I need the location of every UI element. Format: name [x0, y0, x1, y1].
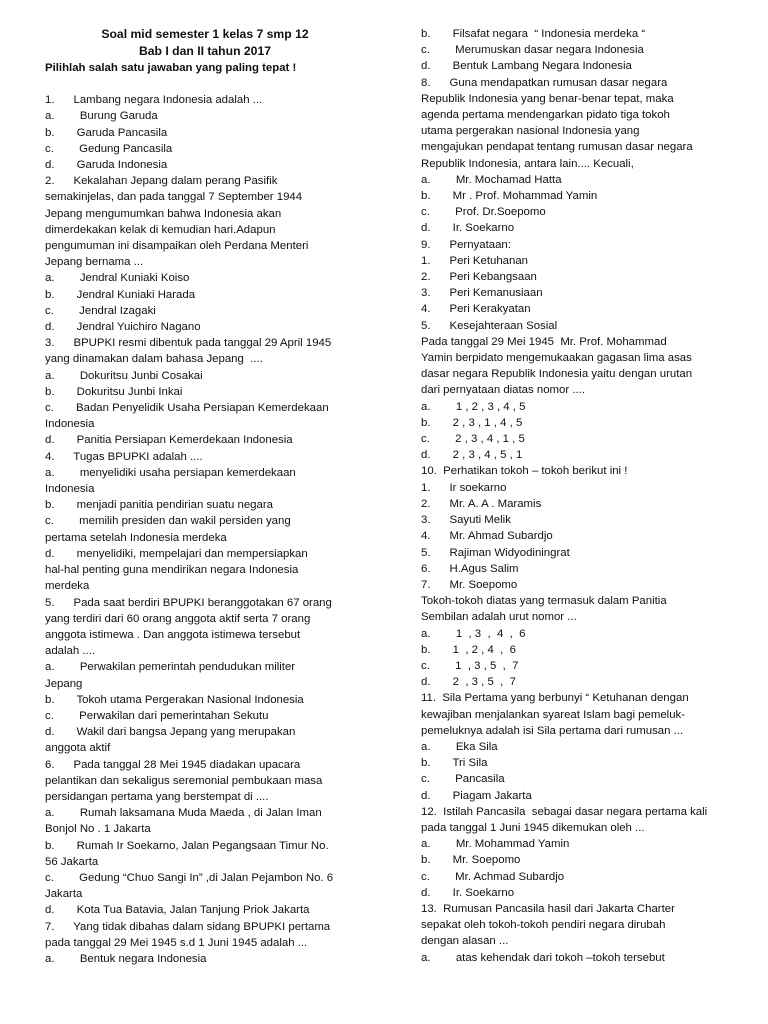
exam-title: Soal mid semester 1 kelas 7 smp 12	[101, 27, 309, 41]
text-line: 1. Peri Ketuhanan	[421, 254, 529, 267]
text-line: 1. Lambang negara Indonesia adalah ...	[45, 94, 263, 107]
text-line: a. Eka Sila	[421, 740, 498, 753]
text-line: b. Jendral Kuniaki Harada	[45, 288, 196, 301]
text-line: c. Jendral Izagaki	[45, 304, 156, 317]
text-line: 9. Pernyataan:	[421, 238, 511, 251]
text-line: c. Gedung Pancasila	[45, 142, 173, 155]
text-line: b. menjadi panitia pendirian suatu negara	[45, 499, 273, 512]
text-line: 4. Tugas BPUPKI adalah ....	[45, 450, 203, 463]
text-line: a. Burung Garuda	[45, 110, 158, 123]
text-line: Jepang mengumumkan bahwa Indonesia akan	[45, 207, 282, 220]
text-line: 5. Rajiman Widyodiningrat	[421, 546, 570, 559]
text-line: Jepang	[45, 677, 83, 690]
text-line: 4. Peri Kerakyatan	[421, 303, 531, 316]
text-line: Pada tanggal 29 Mei 1945 Mr. Prof. Mohammad	[421, 335, 667, 348]
text-line: b. Garuda Pancasila	[45, 126, 168, 139]
text-line: Sembilan adalah urut nomor ...	[421, 611, 577, 624]
text-line: d. Ir. Soekarno	[421, 886, 515, 899]
text-line: c. memilih presiden dan wakil persiden yang	[45, 515, 291, 528]
left-column	[45, 26, 371, 967]
text-line: a. 1 , 2 , 3 , 4 , 5	[421, 400, 526, 413]
right-question-list	[421, 26, 746, 966]
text-line: Indonesia	[45, 418, 95, 431]
text-line: anggota aktif	[45, 742, 111, 755]
text-line: a. Perwakilan pemerintah pendudukan militer	[45, 661, 296, 674]
text-line: c. 2 , 3 , 4 , 1 , 5	[421, 433, 525, 446]
text-line: a. menyelidiki usaha persiapan kemerdekaan	[45, 466, 296, 479]
text-line: c. Mr. Achmad Subardjo	[421, 870, 565, 883]
text-line: 2. Peri Kebangsaan	[421, 271, 537, 284]
text-line: pemeluknya adalah isi Sila pertama dari rumusan ...	[421, 724, 684, 737]
text-line: mengajukan pendapat tentang rumusan dasar negara	[421, 141, 693, 154]
text-line: a. 1 , 3 , 4 , 6	[421, 627, 526, 640]
text-line: Republik Indonesia, antara lain.... Kecuali,	[421, 157, 634, 170]
text-line: 6. H.Agus Salim	[421, 562, 519, 575]
text-line: 2. Mr. A. A . Maramis	[421, 497, 542, 510]
text-line: pada tanggal 1 Juni 1945 dikemukan oleh ...	[421, 821, 645, 834]
text-line: yang dinamakan dalam bahasa Jepang ....	[45, 353, 263, 366]
right-column	[421, 26, 746, 966]
text-line: 10. Perhatikan tokoh – tokoh berikut ini !	[421, 465, 628, 478]
text-line: c. Pancasila	[421, 773, 505, 786]
text-line: yang terdiri dari 60 orang anggota aktif serta 7 orang	[45, 612, 311, 625]
text-line: b. Rumah Ir Soekarno, Jalan Pegangsaan Timur No.	[45, 839, 329, 852]
text-line: b. Mr . Prof. Mohammad Yamin	[421, 190, 598, 203]
text-line: c. Prof. Dr.Soepomo	[421, 206, 546, 219]
text-line: semakinjelas, dan pada tanggal 7 September 1944	[45, 191, 303, 204]
text-line: Jakarta	[45, 888, 83, 901]
text-line: 7. Mr. Soepomo	[421, 578, 518, 591]
text-line: b. Tri Sila	[421, 757, 488, 770]
text-line: 5. Pada saat berdiri BPUPKI beranggotakan 67 orang	[45, 596, 332, 609]
text-line: 56 Jakarta	[45, 855, 99, 868]
text-line: c. Merumuskan dasar negara Indonesia	[421, 44, 644, 57]
exam-subtitle: Bab I dan II tahun 2017	[138, 44, 272, 58]
text-line: anggota istimewa . Dan anggota istimewa tersebut	[45, 628, 301, 641]
text-line: d. Kota Tua Batavia, Jalan Tanjung Priok Jakarta	[45, 904, 310, 917]
text-line: d. 2 , 3 , 4 , 5 , 1	[421, 449, 523, 462]
text-line: b. Dokuritsu Junbi Inkai	[45, 385, 183, 398]
text-line: d. Bentuk Lambang Negara Indonesia	[421, 60, 632, 73]
exam-instruction: Pilihlah salah satu jawaban yang paling tepat !	[45, 62, 297, 74]
text-line: d. Piagam Jakarta	[421, 789, 532, 802]
text-line: pengumuman ini disampaikan oleh Perdana Menteri	[45, 240, 309, 253]
text-line: d. Garuda Indonesia	[45, 159, 168, 172]
text-line: Tokoh-tokoh diatas yang termasuk dalam Panitia	[421, 595, 667, 608]
text-line: 7. Yang tidak dibahas dalam sidang BPUPKI pertama	[45, 920, 331, 933]
text-line: Yamin berpidato mengemukaakan gagasan lima asas	[421, 352, 692, 365]
text-line: Indonesia	[45, 483, 95, 496]
text-line: a. Dokuritsu Junbi Cosakai	[45, 369, 203, 382]
text-line: a. Jendral Kuniaki Koiso	[45, 272, 190, 285]
text-line: d. Panitia Persiapan Kemerdekaan Indonesia	[45, 434, 293, 447]
text-line: 6. Pada tanggal 28 Mei 1945 diadakan upacara	[45, 758, 301, 771]
text-line: 2. Kekalahan Jepang dalam perang Pasifik	[45, 175, 278, 188]
text-line: dasar negara Republik Indonesia yaitu dengan urutan	[421, 368, 693, 381]
text-line: adalah ....	[45, 645, 96, 658]
text-line: sepakat oleh tokoh-tokoh pendiri negara dirubah	[421, 919, 666, 932]
text-line: b. 2 , 3 , 1 , 4 , 5	[421, 416, 523, 429]
text-line: 3. Sayuti Melik	[421, 514, 511, 527]
text-line: merdeka	[45, 580, 90, 593]
text-line: 8. Guna mendapatkan rumusan dasar negara	[421, 76, 668, 89]
text-line: persidangan pertama yang berstempat di ....	[45, 790, 269, 803]
text-line: pada tanggal 29 Mei 1945 s.d 1 Juni 1945 adalah ...	[45, 936, 308, 949]
text-line: agenda pertama mendengarkan pidato tiga tokoh	[421, 109, 670, 122]
text-line: kewajiban menjalankan syareat Islam bagi pemeluk-	[421, 708, 686, 721]
text-line: dimerdekakan kelak di kemudian hari.Adapun	[45, 223, 276, 236]
text-line: d. Wakil dari bangsa Jepang yang merupakan	[45, 726, 296, 739]
text-line: 3. Peri Kemanusiaan	[421, 287, 543, 300]
text-line: 4. Mr. Ahmad Subardjo	[421, 530, 553, 543]
text-line: Bonjol No . 1 Jakarta	[45, 823, 151, 836]
text-line: dari pernyataan diatas nomor ....	[421, 384, 585, 397]
text-line: utama pergerakan nasional Indonesia yang	[421, 125, 640, 138]
left-question-list	[45, 92, 371, 967]
text-line: b. Filsafat negara “ Indonesia merdeka “	[421, 28, 646, 40]
text-line: d. 2 , 3 , 5 , 7	[421, 676, 516, 689]
text-line: 11. Sila Pertama yang berbunyi “ Ketuhanan dengan	[421, 692, 689, 705]
text-line: d. Jendral Yuichiro Nagano	[45, 321, 201, 334]
text-line: b. Mr. Soepomo	[421, 854, 521, 867]
text-line: c. Perwakilan dari pemerintahan Sekutu	[45, 709, 269, 722]
text-line: c. Gedung “Chuo Sangi In” ,di Jalan Pejambon No. 6	[45, 871, 334, 884]
text-line: Jepang bernama ...	[45, 256, 144, 269]
text-line: 13. Rumusan Pancasila hasil dari Jakarta Charter	[421, 902, 675, 915]
text-line: Republik Indonesia yang benar-benar tepat, maka	[421, 92, 674, 105]
text-line: a. Mr. Mohammad Yamin	[421, 838, 570, 851]
text-line: c. Badan Penyelidik Usaha Persiapan Kemerdekaan	[45, 402, 329, 415]
text-line: pelantikan dan sekaligus seremonial pembukaan masa	[45, 774, 323, 787]
text-line: 3. BPUPKI resmi dibentuk pada tanggal 29 April 1945	[45, 337, 332, 350]
text-line: a. Rumah laksamana Muda Maeda , di Jalan Iman	[45, 807, 322, 820]
text-line: b. Tokoh utama Pergerakan Nasional Indonesia	[45, 693, 304, 706]
text-line: a. atas kehendak dari tokoh –tokoh tersebut	[421, 951, 665, 964]
text-line: d. Ir. Soekarno	[421, 222, 515, 235]
text-line: 1. Ir soekarno	[421, 481, 507, 494]
text-line: d. menyelidiki, mempelajari dan mempersiapkan	[45, 547, 308, 560]
text-line: b. 1 , 2 , 4 , 6	[421, 643, 516, 656]
text-line: dengan alasan ...	[421, 935, 509, 948]
text-line: 5. Kesejahteraan Sosial	[421, 319, 558, 332]
text-line: 12. Istilah Pancasila sebagai dasar negara pertama kali	[421, 805, 708, 818]
text-line: a. Bentuk negara Indonesia	[45, 952, 207, 965]
text-line: pertama setelah Indonesia merdeka	[45, 531, 227, 544]
text-line: a. Mr. Mochamad Hatta	[421, 173, 562, 186]
text-line: c. 1 , 3 , 5 , 7	[421, 659, 519, 672]
text-line: hal-hal penting guna mendirikan negara Indonesia	[45, 564, 299, 577]
